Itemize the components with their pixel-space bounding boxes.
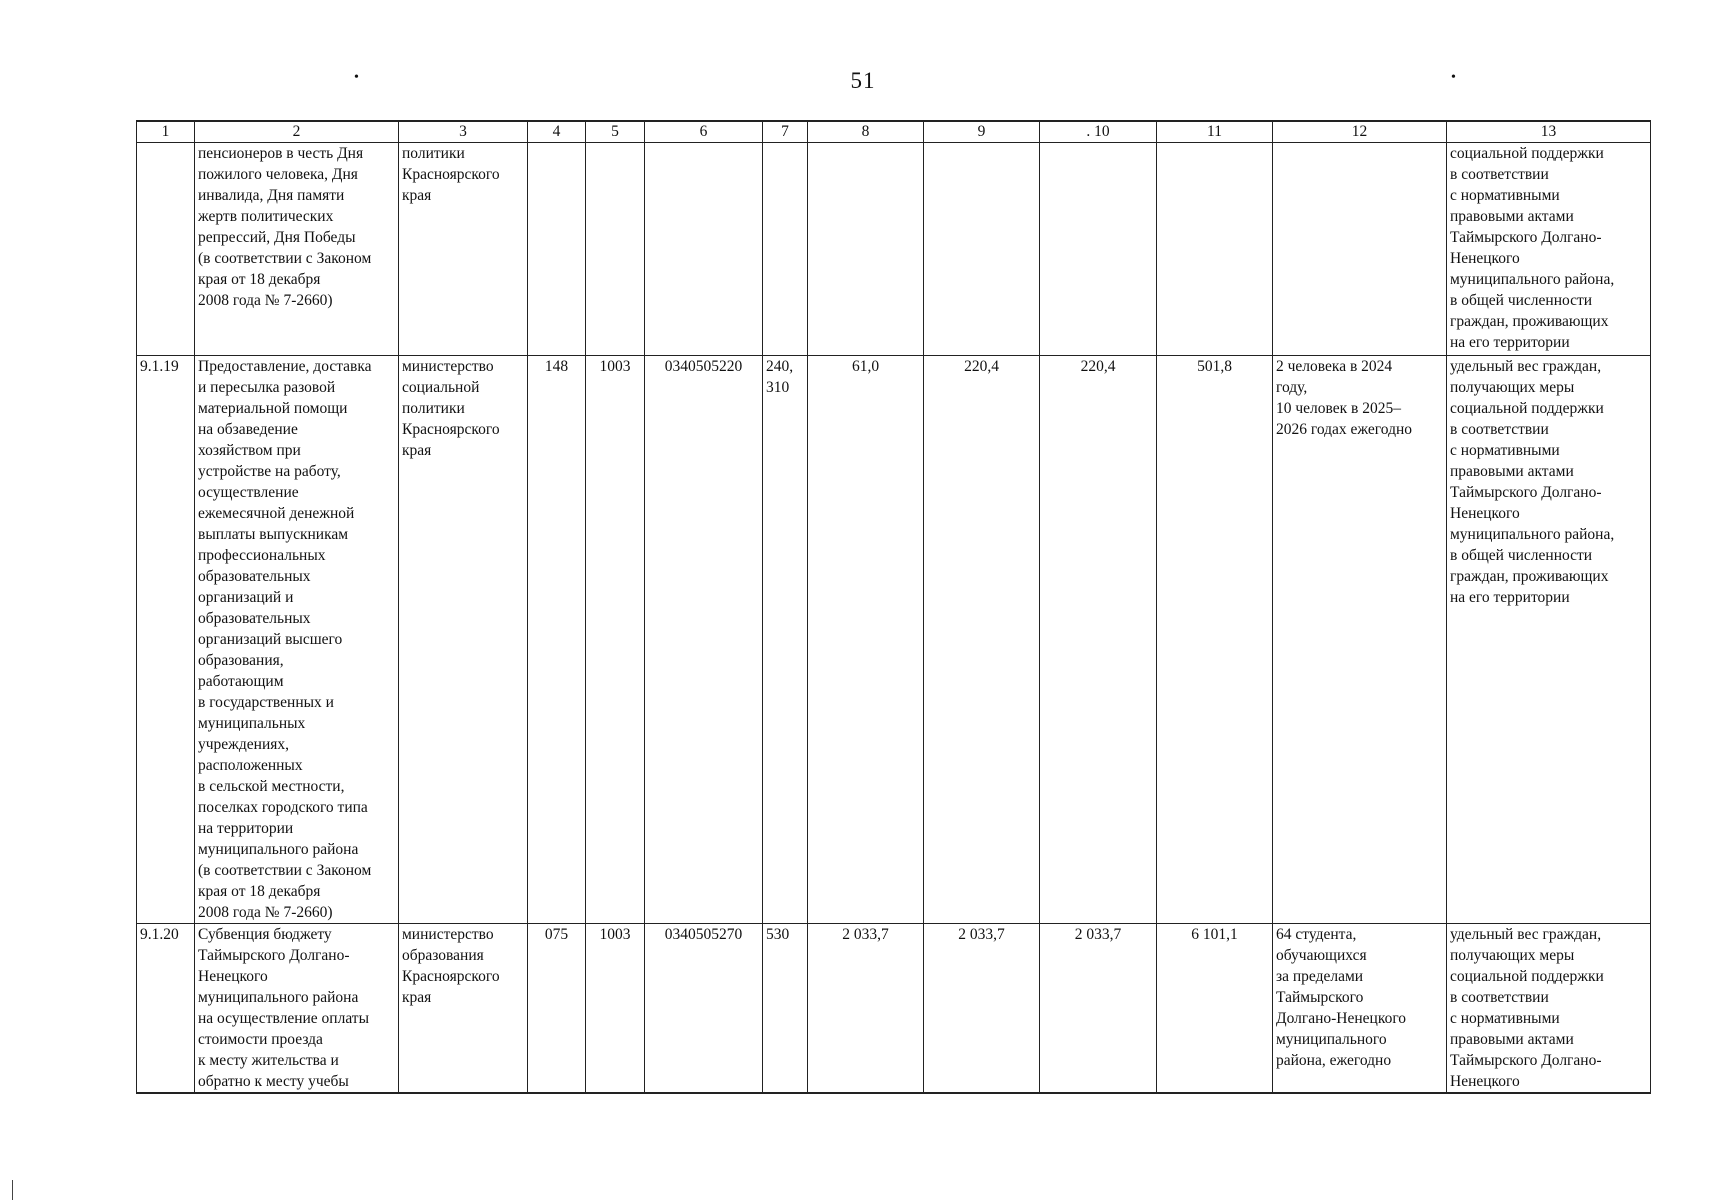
- column-header: 3: [399, 121, 528, 143]
- grbs-code-cell: 148: [528, 356, 586, 924]
- column-header: . 10: [1040, 121, 1157, 143]
- scan-edge-mark: [12, 1180, 13, 1200]
- table-row: [137, 924, 1651, 1094]
- column-header: 4: [528, 121, 586, 143]
- column-header: 9: [924, 121, 1040, 143]
- column-header: 6: [645, 121, 763, 143]
- administrator-cell: министерство образования Красноярского края: [399, 924, 528, 1094]
- expected-result-cell: 2 человека в 2024 году, 10 человек в 2025– 2026 годах ежегодно: [1273, 356, 1447, 924]
- activity-name-cell: Субвенция бюджету Таймырского Долгано- Ненецкого муниципального района на осуществление оплаты стоимости проезда к месту жительства и обратно к месту учебы: [195, 924, 399, 1094]
- amount-cell: 2 033,7: [924, 924, 1040, 1094]
- total-cell: [1157, 143, 1273, 356]
- page-mark-left: •: [354, 70, 359, 85]
- amount-cell: 220,4: [1040, 356, 1157, 924]
- section-code-cell: 1003: [586, 924, 645, 1094]
- item-number-cell: 9.1.20: [137, 924, 195, 1094]
- item-number-cell: [137, 143, 195, 356]
- indicator-cell: социальной поддержки в соответствии с нормативными правовыми актами Таймырского Долгано- Ненецкого муниципального района, в общей численности граждан, проживающих на его территории: [1447, 143, 1651, 356]
- activity-name-cell: Предоставление, доставка и пересылка разовой материальной помощи на обзаведение хозяйством при устройстве на работу, осуществление ежемесячной денежной выплаты выпускникам профессиональных образовательных организаций и образовательных организаций высшего образования, работающим в государственных и муниципальных учреждениях, расположенных в сельской местности, поселках городского типа на территории муниципального района (в соответствии с Законом края от 18 декабря 2008 года № 7-2660): [195, 356, 399, 924]
- column-header: 13: [1447, 121, 1651, 143]
- section-code-cell: [586, 143, 645, 356]
- table-row: [137, 143, 1651, 356]
- target-item-code-cell: 0340505220: [645, 356, 763, 924]
- amount-cell: 2 033,7: [808, 924, 924, 1094]
- indicator-cell: удельный вес граждан, получающих меры социальной поддержки в соответствии с нормативными правовыми актами Таймырского Долгано- Ненецкого: [1447, 924, 1651, 1094]
- program-activities-table: [136, 120, 1651, 1094]
- amount-cell: [1040, 143, 1157, 356]
- column-header: 2: [195, 121, 399, 143]
- grbs-code-cell: 075: [528, 924, 586, 1094]
- total-cell: 6 101,1: [1157, 924, 1273, 1094]
- page-mark-right: •: [1451, 70, 1456, 85]
- total-cell: 501,8: [1157, 356, 1273, 924]
- section-code-cell: 1003: [586, 356, 645, 924]
- expense-type-cell: 530: [763, 924, 808, 1094]
- expense-type-cell: [763, 143, 808, 356]
- amount-cell: 2 033,7: [1040, 924, 1157, 1094]
- grbs-code-cell: [528, 143, 586, 356]
- activity-name-cell: пенсионеров в честь Дня пожилого человека, Дня инвалида, Дня памяти жертв политических репрессий, Дня Победы (в соответствии с Законом края от 18 декабря 2008 года № 7-2660): [195, 143, 399, 356]
- indicator-cell: удельный вес граждан, получающих меры социальной поддержки в соответствии с нормативными правовыми актами Таймырского Долгано- Ненецкого муниципального района, в общей численности граждан, проживающих на его территории: [1447, 356, 1651, 924]
- page-number: 51: [850, 68, 876, 93]
- amount-cell: [808, 143, 924, 356]
- table-row: [137, 356, 1651, 924]
- column-header: 12: [1273, 121, 1447, 143]
- item-number-cell: 9.1.19: [137, 356, 195, 924]
- column-header: 8: [808, 121, 924, 143]
- amount-cell: 61,0: [808, 356, 924, 924]
- column-header: 11: [1157, 121, 1273, 143]
- amount-cell: 220,4: [924, 356, 1040, 924]
- expected-result-cell: [1273, 143, 1447, 356]
- amount-cell: [924, 143, 1040, 356]
- column-header: 1: [137, 121, 195, 143]
- administrator-cell: политики Красноярского края: [399, 143, 528, 356]
- target-item-code-cell: [645, 143, 763, 356]
- column-header: 5: [586, 121, 645, 143]
- expense-type-cell: 240, 310: [763, 356, 808, 924]
- table-header-row: [137, 121, 1651, 143]
- target-item-code-cell: 0340505270: [645, 924, 763, 1094]
- administrator-cell: министерство социальной политики Красноярского края: [399, 356, 528, 924]
- expected-result-cell: 64 студента, обучающихся за пределами Таймырского Долгано-Ненецкого муниципального района, ежегодно: [1273, 924, 1447, 1094]
- column-header: 7: [763, 121, 808, 143]
